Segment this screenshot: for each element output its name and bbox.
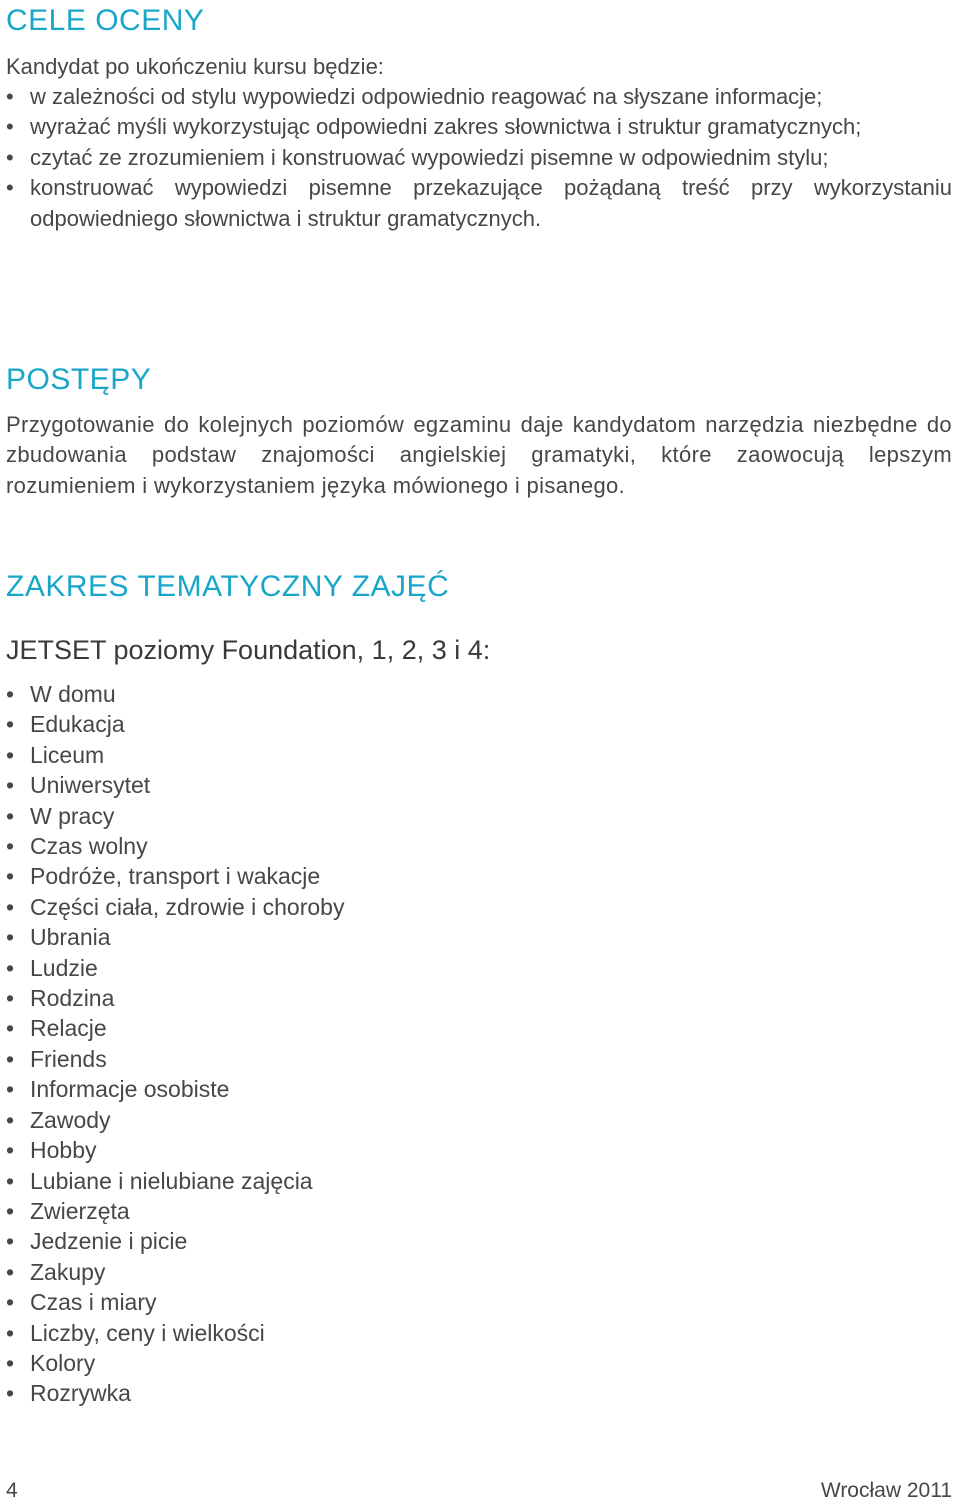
topic-item: [6, 1287, 344, 1317]
progress-paragraph: Przygotowanie do kolejnych poziomów egzaminu daje kandydatom narzędzia niezbędne do zbudowania podstaw znajomości angielskiej gramatyki, które zaowocują lepszym rozumieniem i wykorzystaniem języka mówionego i pisanego.: [6, 412, 952, 498]
topic-text: Hobby: [30, 1137, 97, 1164]
bullet-icon: •: [6, 1015, 15, 1042]
bullet-icon: •: [6, 1076, 15, 1103]
topic-text: Relacje: [30, 1015, 107, 1042]
topic-item: [6, 892, 344, 922]
topic-item: [6, 983, 344, 1013]
bullet-icon: •: [6, 985, 15, 1012]
bullet-icon: •: [6, 1137, 15, 1164]
topic-text: Liczby, ceny i wielkości: [30, 1319, 265, 1346]
topic-text: Friends: [30, 1045, 107, 1072]
topic-text: Edukacja: [30, 711, 125, 738]
bullet-icon: •: [6, 144, 14, 170]
bullet-icon: •: [6, 114, 14, 140]
topic-item: [6, 679, 344, 709]
bullet-icon: •: [6, 711, 15, 738]
bullet-icon: •: [6, 1349, 15, 1376]
objective-item: [6, 82, 952, 112]
topic-text: Ubrania: [30, 924, 111, 951]
objective-text: konstruować wypowiedzi pisemne przekazujące pożądaną treść przy wykorzystaniu odpowiedniego słownictwa i struktur gramatycznych.: [30, 175, 952, 231]
topic-item: [6, 801, 344, 831]
topic-text: Czas i miary: [30, 1289, 157, 1316]
bullet-icon: •: [6, 833, 15, 860]
topics-list: [6, 679, 344, 1409]
objective-item: [6, 173, 952, 234]
topic-item: [6, 770, 344, 800]
topic-item: [6, 1013, 344, 1043]
topic-item: [6, 1044, 344, 1074]
bullet-icon: •: [6, 1197, 15, 1224]
footer-place-date: Wrocław 2011: [820, 1479, 952, 1502]
topic-item: [6, 1348, 344, 1378]
bullet-icon: •: [6, 772, 15, 799]
bullet-icon: •: [6, 741, 15, 768]
bullet-icon: •: [6, 1258, 15, 1285]
topic-item: [6, 1378, 344, 1408]
objective-text: w zależności od stylu wypowiedzi odpowiednio reagować na słyszane informacje;: [30, 84, 823, 109]
bullet-icon: •: [6, 893, 15, 920]
topic-item: [6, 1318, 344, 1348]
topic-item: [6, 1105, 344, 1135]
bullet-icon: •: [6, 175, 14, 201]
topic-text: Czas wolny: [30, 833, 148, 860]
section-heading-cele-oceny: CELE OCENY: [6, 4, 205, 37]
bullet-icon: •: [6, 954, 15, 981]
bullet-icon: •: [6, 1167, 15, 1194]
topic-item: [6, 953, 344, 983]
topic-text: Uniwersytet: [30, 772, 151, 799]
section-heading-zakres: ZAKRES TEMATYCZNY ZAJĘĆ: [6, 570, 450, 603]
objective-text: wyrażać myśli wykorzystując odpowiedni zakres słownictwa i struktur gramatycznych;: [30, 114, 862, 140]
topic-text: Liceum: [30, 741, 105, 768]
topic-text: Zakupy: [30, 1258, 106, 1285]
topic-item: [6, 922, 344, 952]
topic-text: Podróże, transport i wakacje: [30, 863, 321, 890]
bullet-icon: •: [6, 924, 15, 951]
section-heading-postepy: POSTĘPY: [6, 363, 152, 396]
topic-text: Informacje osobiste: [30, 1076, 230, 1103]
topic-item: [6, 831, 344, 861]
topic-item: [6, 1074, 344, 1104]
bullet-icon: •: [6, 1289, 15, 1316]
bullet-icon: •: [6, 863, 15, 890]
topic-text: Rodzina: [30, 985, 115, 1012]
topic-text: Części ciała, zdrowie i choroby: [30, 893, 345, 920]
bullet-icon: •: [6, 1319, 15, 1346]
bullet-icon: •: [6, 681, 15, 707]
bullet-icon: •: [6, 1106, 15, 1133]
page-number: 4: [6, 1479, 18, 1502]
topic-text: Zawody: [30, 1106, 111, 1133]
objectives-intro: Kandydat po ukończeniu kursu będzie:: [6, 54, 384, 79]
topic-text: W domu: [30, 681, 116, 707]
topic-item: [6, 861, 344, 891]
topic-text: Jedzenie i picie: [30, 1228, 188, 1255]
topic-item: [6, 740, 344, 770]
objectives-list: [6, 82, 952, 234]
topic-item: [6, 709, 344, 739]
levels-subheading: JETSET poziomy Foundation, 1, 2, 3 i 4:: [6, 635, 491, 665]
objective-text: czytać ze zrozumieniem i konstruować wypowiedzi pisemne w odpowiednim stylu;: [30, 144, 829, 170]
objective-item: [6, 143, 952, 173]
bullet-icon: •: [6, 1228, 15, 1255]
topic-item: [6, 1196, 344, 1226]
topic-text: Lubiane i nielubiane zajęcia: [30, 1167, 313, 1194]
objective-item: [6, 112, 952, 142]
topic-item: [6, 1226, 344, 1256]
topic-item: [6, 1166, 344, 1196]
topic-item: [6, 1257, 344, 1287]
topic-text: Zwierzęta: [30, 1197, 130, 1224]
bullet-icon: •: [6, 802, 15, 829]
topic-text: Ludzie: [30, 954, 98, 981]
bullet-icon: •: [6, 1045, 15, 1072]
topic-text: Rozrywka: [30, 1380, 131, 1407]
bullet-icon: •: [6, 1380, 15, 1407]
topic-text: Kolory: [30, 1349, 96, 1376]
topic-item: [6, 1135, 344, 1165]
topic-text: W pracy: [30, 802, 115, 829]
bullet-icon: •: [6, 84, 14, 109]
